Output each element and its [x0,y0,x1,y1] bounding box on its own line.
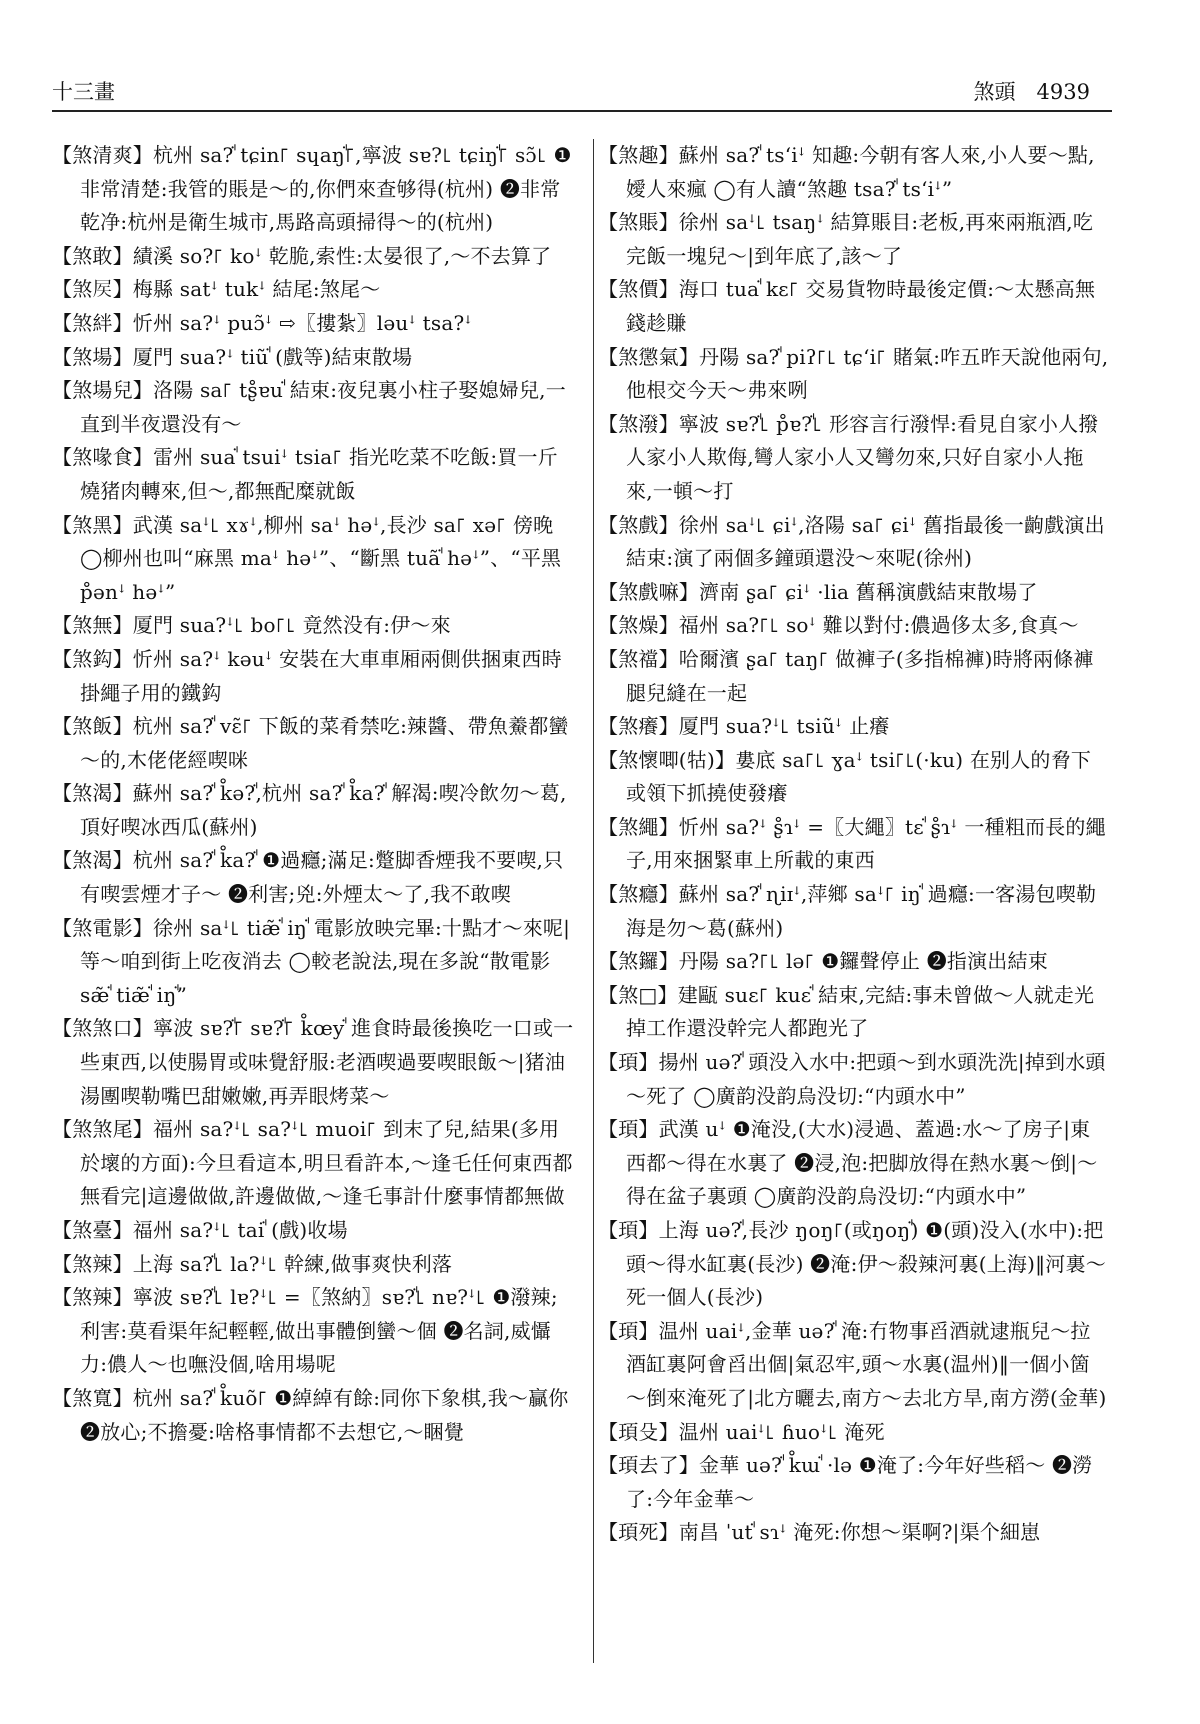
dictionary-entry: 【煞場兒】洛陽 sa꜒ tʂ̊ɐuꜗ 結束:夜兒裏小柱子娶媳婦兒,一直到半夜還没有～ [52,378,566,436]
dictionary-entry: 【煞價】海口 tuaꜗ kɛ꜒ 交易貨物時最後定價:～太懸高無錢趁賺 [598,277,1096,335]
dictionary-entry: 【煞煞口】寧波 sɐ?ꜗ꜒ sɐ?ꜗ꜒ k̊œyꜗ 進食時最後換吃一口或一些東西,以使腸胃或味覺舒服:老酒喫過要喫眼飯～|猪油湯團喫勒嘴巴甜嫩嫩,再弄眼烤菜～ [52,1016,574,1108]
dictionary-entry: 【煞繩】忻州 sa?ꜜ ʂ̊ɿꜜ =〖大繩〗tɛꜗ ʂ̊ɿꜜ 一種粗而長的繩子,用來捆緊車上所載的東西 [598,814,1106,873]
dictionary-entry: 【煞癮】蘇州 sa?ꜗ ɳiɪꜜ,萍鄉 saꜜ꜒ iŋꜗ 過癮:一客湯包喫勒海是勿～葛(蘇州) [598,882,1097,940]
dictionary-entry: 【煞懷唧(牯)】婁底 sa꜒꜖ ɣaꜜ tsi꜒꜖(·ku) 在别人的脅下或領下抓撓使發癢 [598,747,1092,806]
dictionary-entry: 【煞戲嘛】濟南 ʂa꜒ ɕiꜜ ·lia 舊稱演戲結束散場了 [598,579,1038,604]
dictionary-entry: 【煞寬】杭州 sa?ꜗ k̊uõ꜒ ❶綽綽有餘:同你下象棋,我～贏你 ❷放心;不擔憂:啥格事情都不去想它,～睏覺 [52,1385,569,1444]
dictionary-entry: 【煞鑼】丹陽 sa?꜒꜖ lə꜒ ❶鑼聲停止 ❷指演出結束 [598,949,1048,974]
dictionary-entry: 【煞飯】杭州 sa?ꜗ vɛ̃꜒ 下飯的菜肴禁吃:辣醬、帶魚鯗都蠻～的,木佬佬經喫咪 [52,714,569,772]
dictionary-entry: 【煞場】厦門 sua?ꜜ tiũꜗ (戲等)結束散場 [52,344,413,369]
dictionary-entry: 【煞敢】績溪 so?꜒ koꜜ 乾脆,索性:太晏很了,～不去算了 [52,243,552,268]
header-rule [52,110,1112,112]
dictionary-entry: 【煞辣】上海 sa?ꜗ꜖ la?ꜜ꜖ 幹練,做事爽快利落 [52,1251,453,1276]
dictionary-entry: 【煞潑】寧波 sɐ?ꜗ꜖ p̊ɐ?ꜗ꜖ 形容言行潑悍:看見自家小人撥人家小人欺侮,彎人家小人又彎勿來,只好自家小人拖來,一頓～打 [598,411,1099,503]
dictionary-entry: 【煞趣】蘇州 sa?ꜗ tsʻiꜜ 知趣:今朝有客人來,小人要～點,嬡人來瘋 ◯有人讀“煞趣 tsa?ꜗ tsʻiꜜ” [598,143,1095,201]
page-running-head: 煞頭 4939 [973,80,1090,104]
dictionary-entry: 【煞𡱁】梅縣 satꜜ tukꜜ 結尾:煞尾～ [52,277,381,302]
dictionary-entry: 【頊殳】温州 uaiꜜ꜖ ɦuoꜜ꜖ 淹死 [598,1419,885,1444]
dictionary-entry: 【煞渴】蘇州 sa?ꜗ k̊ə?ꜗ,杭州 sa?ꜗ k̊a?ꜗ 解渴:喫冷飲勿～葛,頂好喫冰西瓜(蘇州) [52,781,567,839]
dictionary-entry: 【煞煞尾】福州 sa?ꜜ꜖ sa?ꜜ꜖ muoi꜒ 到末了兒,結果(多用於壞的方面):今旦看這本,明旦看許本,～逢乇任何東西都無看完|這邊做做,許邊做做,～逢乇事計什麼事情都無做 [52,1117,573,1209]
dictionary-entry: 【煞燥】福州 sa?꜒꜖ soꜜ 難以對付:儂過侈太多,食真～ [598,613,1079,638]
dictionary-entry: 【頊】武漢 uꜜ ❶淹没,(大水)浸過、蓋過:水～了房子|東西都～得在水裏了 ❷浸,泡:把脚放得在熱水裏～倒|～得在盆子裏頭 ◯廣韵没韵烏没切:“内頭水中” [598,1117,1098,1209]
dictionary-entry: 【煞戲】徐州 saꜜ꜖ ɕiꜜ,洛陽 sa꜒ ɕiꜜ 舊指最後一齣戲演出結束:演了兩個多鐘頭還没～來呢(徐州) [598,512,1105,571]
dictionary-entry: 【頊死】南昌 ˈutꜗ sɿꜜ 淹死:你想～渠啊?|渠个細崽 [598,1520,1041,1545]
dictionary-entry: 【煞鈎】忻州 sa?ꜜ kəuꜜ 安裝在大車車厢兩側供捆東西時掛繩子用的鐵鈎 [52,646,562,705]
dictionary-entry: 【煞襠】哈爾濱 ʂa꜒ taŋ꜒ 做褲子(多指棉褲)時將兩條褲腿兒縫在一起 [598,646,1094,705]
dictionary-entry: 【頊去了】金華 uə?ꜗ k̊ɯꜗ ·lə ❶淹了:今年好些稻～ ❷澇了:今年金華～ [598,1453,1093,1511]
dictionary-entry: 【煞絆】忻州 sa?ꜜ puɔ̃ꜜ ⇨〖摟紮〗ləuꜜ tsa?ꜜ [52,310,472,335]
dictionary-entry: 【頊】上海 uə?ꜗ,長沙 ŋoŋ꜒(或ŋoŋꜗ) ❶(頭)没入(水中):把頭～得水缸裏(長沙) ❷淹:伊～殺辣河裏(上海)‖河裏～死一個人(長沙) [598,1218,1106,1310]
dictionary-entry: 【煞渴】杭州 sa?ꜗ k̊a?ꜗ ❶過癮;滿足:蹩脚香煙我不要喫,只有喫雲煙才子～ ❷利害;兇:外煙太～了,我不敢喫 [52,848,564,907]
left-column [52,139,577,1449]
dictionary-entry: 【頊】温州 uaiꜜ,金華 uə?ꜗ 淹:冇物事舀酒就逮瓶兒～拉酒缸裏阿會舀出個|氣忍牢,頭～水裏(温州)‖一個小箇～倒來淹死了|北方曬去,南方～去北方旱,南方澇(金華) [598,1318,1107,1410]
right-column [598,139,1110,1550]
dictionary-entry: 【煞無】厦門 sua?ꜜ꜖ bo꜒꜖ 竟然没有:伊～來 [52,613,451,638]
dictionary-entry: 【煞電影】徐州 saꜜ꜖ tiæ̃ꜗ iŋꜗ 電影放映完畢:十點才～來呢|等～咱到街上吃夜消去 ◯較老說法,現在多說“散電影 sæ̃ꜗ tiæ̃ꜗ iŋꜗ” [52,915,571,1007]
dictionary-entry: 【頊】揚州 uə?ꜗ 頭没入水中:把頭～到水頭洗洗|掉到水頭～死了 ◯廣韵没韵烏没切:“内頭水中” [598,1050,1106,1108]
dictionary-entry: 【煞癢】厦門 sua?ꜜ꜖ tsiũꜜ 止癢 [598,714,890,739]
dictionary-entry: 【煞黑】武漢 saꜜ꜖ xɤꜜ,柳州 saꜜ həꜜ,長沙 sa꜒ xə꜒ 傍晚 ◯柳州也叫“麻黑 maꜜ həꜜ”、“斷黑 tuãꜗ həꜜ”、“平黑 p̊ənꜜ həꜜ” [52,512,562,604]
dictionary-entry: 【煞清爽】杭州 sa?ꜗ tɕin꜒ sɥaŋꜗ꜒,寧波 sɐ?꜖ tɕiŋꜗ꜒ sɔ̃꜖ ❶非常清楚:我管的賬是～的,你們來查够得(杭州) ❷非常乾净:杭州是衛生城市,馬路高頭掃得～的(杭州) [52,143,572,235]
dictionary-entry: 【煞辣】寧波 sɐ?ꜗ꜖ lɐ?ꜜ꜖ =〖煞納〗sɐ?ꜗ꜖ nɐ?ꜜ꜖ ❶潑辣;利害:莫看渠年紀輕輕,做出事體倒蠻～個 ❷名詞,威懾力:儂人～也嘸没個,啥用場呢 [52,1285,558,1377]
dictionary-entry: 【煞喙食】雷州 suaꜗ tsuiꜜ tsia꜒ 指光吃菜不吃飯:買一斤燒猪肉轉來,但～,都無配糜就飯 [52,445,558,503]
dictionary-entry: 【煞懲氣】丹陽 sa?ꜗ piʔ꜒꜖ tɕʻi꜒ 賭氣:咋五昨天說他兩句,他根交今天～弗來咧 [598,344,1109,403]
column-divider [593,139,594,1663]
dictionary-entry: 【煞賬】徐州 saꜜ꜖ tsaŋꜜ 結算賬目:老板,再來兩瓶酒,吃完飯一塊兒～|到年底了,該～了 [598,210,1094,268]
dictionary-entry: 【煞□】建甌 suɛ꜒ kuɛꜗ 結束,完結:事未曾做～人就走光掉工作還没幹完人都跑光了 [598,982,1095,1041]
dictionary-entry: 【煞臺】福州 sa?ꜜ꜖ taiꜗ (戲)收場 [52,1218,348,1242]
section-heading: 十三畫 [52,80,115,104]
